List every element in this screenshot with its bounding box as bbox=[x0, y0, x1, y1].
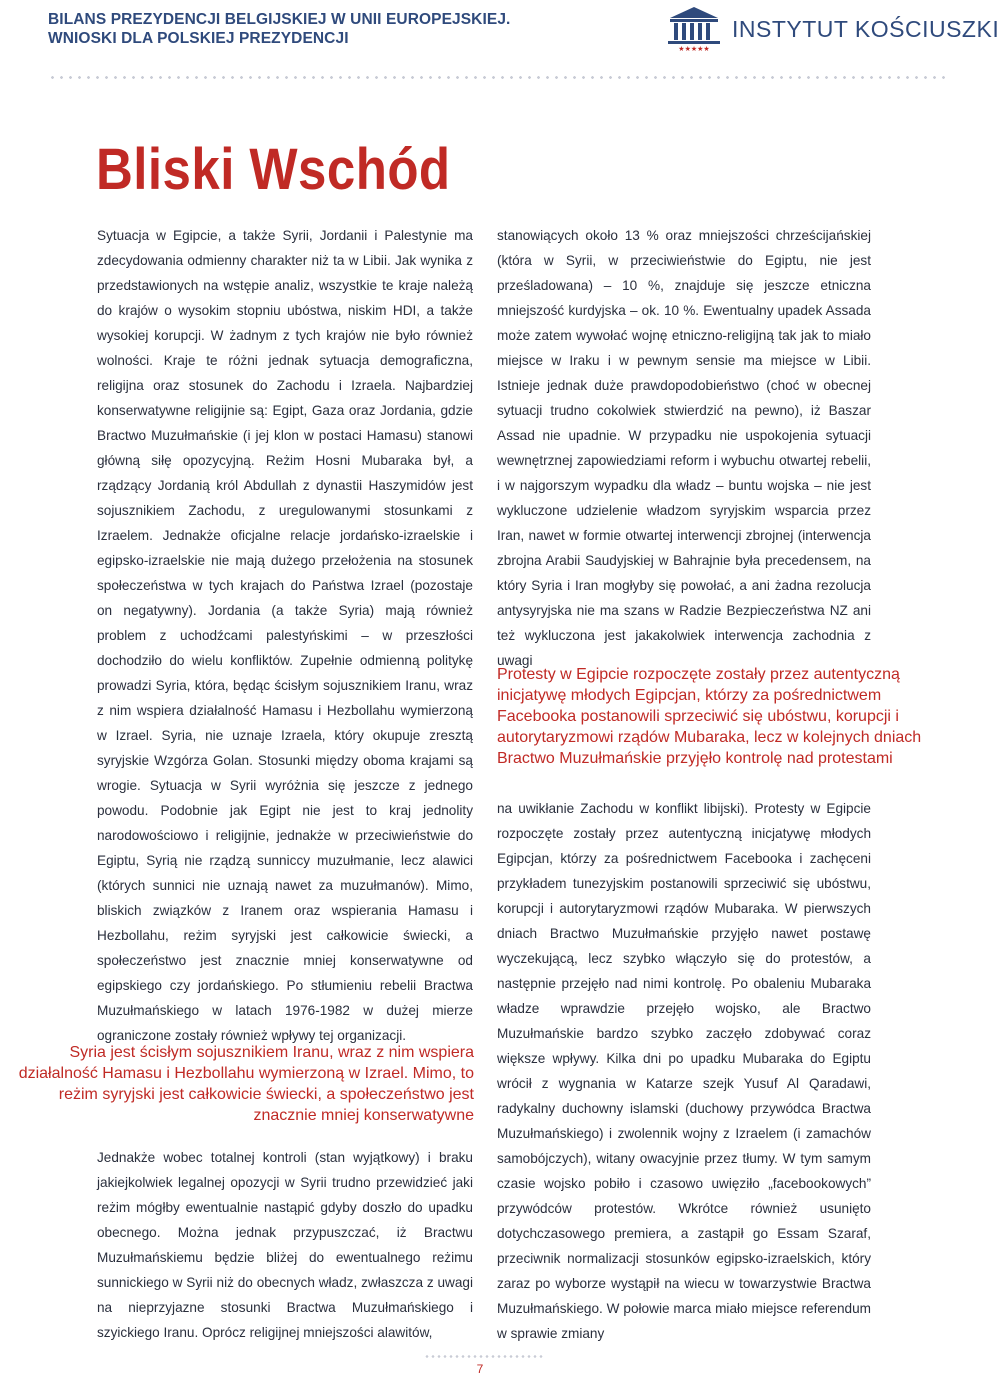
header-title-line2: WNIOSKI DLA POLSKIEJ PREZYDENCJI bbox=[48, 30, 349, 47]
body-text-left-top: Sytuacja w Egipcie, a także Syrii, Jordanii i Palestynie ma zdecydowania odmienny charakter niż ta w Libii. Jak wynika z przedstawionych na wstępie analiz, wszystkie te kraje należą do krajów o wysokim stopniu ubóstwa, niskim HDI, a także wysokiej korupcji. W żadnym z tych krajów nie było również wolności. Kraje te różni jednak sytuacja demograficzna, religijna oraz stosunek do Zachodu i Izraela. Najbardziej konserwatywne religijnie są: Egipt, Gaza oraz Jordania, gdzie Bractwo Muzułmańskie (i jej klon w postaci Hamasu) stanowi główną siłę opozycyjną. Reżim Hosni Mubaraka był, a rządzący Jordanią król Abdullah z dynastii Haszymidów jest sojusznikiem Zachodu, z uregulowanymi stosunkami z Izraelem. Jednakże oficjalne relacje jordańsko-izraelskie i egipsko-izraelskie nie mają dużego przełożenia na stosunek społeczeństwa w tych krajach do Państwa Izrael (pozostaje on negatywny). Jordania (a także Syria) mają również problem z uchodźcami palestyńskimi – w przeszłości dochodziło do wielu konfliktów. Zupełnie odmienną politykę prowadzi Syria, która, będąc ścisłym sojusznikiem Iranu, wraz z nim wspiera działalność Hamasu i Hezbollahu wymierzoną w Izrael. Syria, nie uznaje Izraela, który okupuje zresztą syryjskie Wzgórza Golan. Stosunki między oboma krajami są wrogie. Sytuacja w Syrii wyróżnia się jeszcze z jednego powodu. Podobnie jak Egipt nie jest to kraj jednolity narodowościowo i religijnie, jednakże w przeciwieństwie do Egiptu, Syrią nie rządzą sunniccy muzułmanie, lecz alawici (których sunnici nie uznają nawet za muzułmanów). Mimo, bliskich związków z Iranem oraz wspierania Hamasu i Hezbollahu, reżim syryjski jest całkowicie świecki, a społeczeństwo jest znacznie mniej konserwatywne od egipskiego czy jordańskiego. Po stłumieniu rebelii Bractwa Muzułmańskiego w latach 1976-1982 w dużej mierze ograniczone zostały również wpływy tej organizacji. bbox=[97, 228, 473, 1043]
pull-quote-right: Protesty w Egipcie rozpoczęte zostały przez autentyczną inicjatywę młodych Egipcjan, którzy za pośrednictwem Facebooka postanowili sprzeciwić się ubóstwu, korupcji i autorytaryzmowi rządów Mubaraka, lecz w kolejnych dniach Bractwo Muzułmańskie przyjęło kontrolę nad protestami bbox=[497, 666, 922, 767]
building-icon bbox=[664, 4, 724, 52]
logo-text: INSTYTUT KOŚCIUSZKI bbox=[732, 16, 999, 42]
document-header bbox=[48, 10, 510, 48]
institute-logo bbox=[664, 4, 999, 53]
header-title-line1: BILANS PREZYDENCJI BELGIJSKIEJ W UNII EUROPEJSKIEJ. bbox=[48, 11, 511, 28]
section-heading: Bliski Wschód bbox=[96, 137, 451, 202]
svg-text:★★★★★: ★★★★★ bbox=[678, 45, 710, 53]
header-divider bbox=[48, 76, 948, 79]
footer-divider bbox=[424, 1355, 544, 1358]
body-text-right-bottom: na uwikłanie Zachodu w konflikt libijski). Protesty w Egipcie rozpoczęte zostały przez autentyczną inicjatywę młodych Egipcjan, którzy za pośrednictwem Facebooka i zachęceni przykładem tunezyjskim postanowili sprzeciwić się ubóstwu, korupcji i autorytaryzmowi rządów Mubaraka. W pierwszych dniach Bractwo Muzułmańskie przyjęło nawet postawę wyczekującą, lecz szybko włączyło się do protestów, a następnie przejęło nad nimi kontrolę. Po obaleniu Mubaraka władze wprawdzie przejęło wojsko, ale Bractwo Muzułmańskie bardzo szybko zaczęło zdobywać coraz większe wpływy. Kilka dni po upadku Mubaraka do Egiptu wrócił z wygnania w Katarze szejk Yusuf Al Qaradawi, radykalny duchowny islamski (duchowy przywódca Bractwa Muzułmańskiego) i zwolennik wojny z Izraelem (i zamachów samobójczych), witany owacyjnie przez tłumy. W tym samym czasie wojsko pobiło i czasowo uwięziło „facebookowych” przywódców protestów. Wkrótce również usunięto dotychczasowego premiera, a zastąpił go Essam Szaraf, przeciwnik normalizacji stosunków egipsko-izraelskich, który zaraz po wyborze wystąpił na wiecu w towarzystwie Bractwa Muzułmańskiego. W połowie marca miało miejsce referendum w sprawie zmiany bbox=[497, 801, 871, 1341]
body-text-right-top: stanowiących około 13 % oraz mniejszości chrześcijańskiej (która w Syrii, w przeciwieństwie do Egiptu, nie jest prześladowana) – 10 %, znajduje się jeszcze etniczna mniejszość kurdyjska – ok. 10 %. Ewentualny upadek Assada może zatem wywołać wojnę etniczno-religijną tak jak to miało miejsce w Iraku i w pewnym sensie ma miejsce w Libii. Istnieje jednak duże prawdopodobieństwo (choć w obecnej sytuacji trudno cokolwiek stwierdzić na pewno), iż Baszar Assad nie upadnie. W przypadku nie uspokojenia sytuacji wewnętrznej zapowiedziami reform i wybuchu otwartej rebelii, i w najgorszym wypadku dla władz – buntu wojska – nie jest wykluczone udzielenie władzom syryjskim wsparcia przez Iran, nawet w formie otwartej interwencji zbrojnej (interwencja zbrojna Arabii Saudyjskiej w Bahrajnie była precedensem, na który Syria i Iran mogłyby się powołać, a ani żadna rezolucja antysyryjska nie ma szans w Radzie Bezpieczeństwa NZ ani też wykluczona jest jakakolwiek interwencja zachodnia z uwagi bbox=[497, 228, 871, 668]
pull-quote-left: Syria jest ścisłym sojusznikiem Iranu, wraz z nim wspiera działalność Hamasu i Hezbollahu wymierzoną w Izrael. Mimo, to reżim syryjski jest całkowicie świecki, a społeczeństwo jest znacznie mniej konserwatywne bbox=[18, 1044, 474, 1124]
body-text-left-bottom: Jednakże wobec totalnej kontroli (stan wyjątkowy) i braku jakiejkolwiek legalnej opozycji w Syrii trudno przewidzieć jaki reżim mógłby ewentualnie nastąpić gdyby doszło do upadku obecnego. Można jednak przypuszczać, iż Bractwu Muzułmańskiemu będzie bliżej do ewentualnego reżimu sunnickiego w Syrii niż do obecnych władz, zwłaszcza z uwagi na nieprzyjazne stosunki Bractwa Muzułmańskiego i szyickiego Iranu. Oprócz religijnej mniejszości alawitów, bbox=[97, 1150, 473, 1340]
page-number: 7 bbox=[476, 1362, 484, 1376]
